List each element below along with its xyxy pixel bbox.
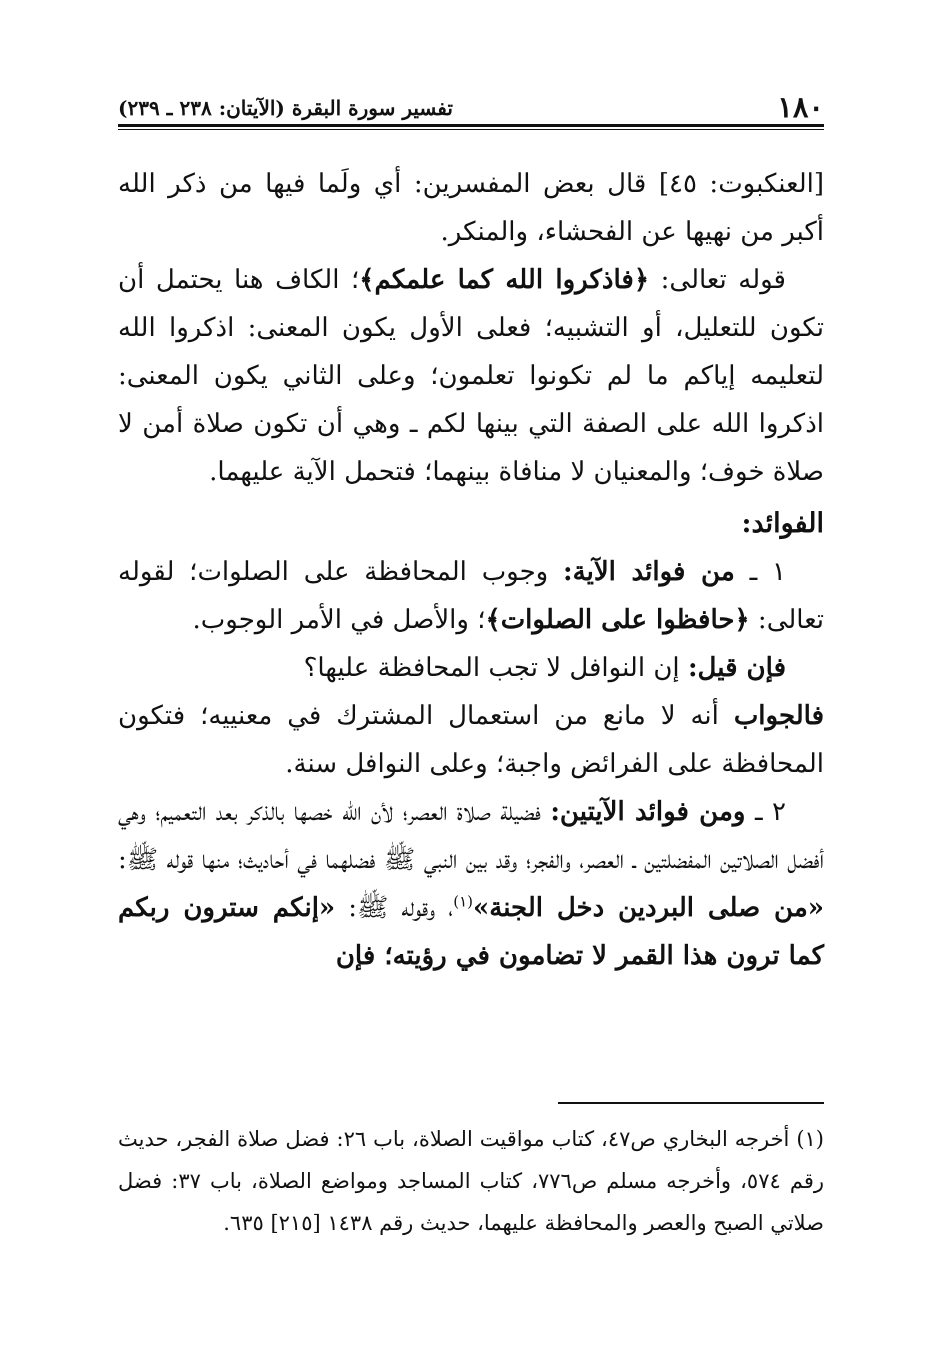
main-text <box>118 160 824 980</box>
quran-quote: ﴿فاذكروا الله كما علمكم﴾ <box>359 265 650 295</box>
question <box>118 644 824 692</box>
item-number: ١ ـ <box>734 557 786 587</box>
paragraph-text: قوله تعالى: <box>649 265 786 295</box>
quran-quote: ﴿حافظوا على الصلوات﴾ <box>485 605 750 635</box>
footnote-separator <box>558 1102 824 1104</box>
paragraph-text: أنه لا مانع من استعمال المشترك في معنييه؛ فتكون المحافظة على الفرائض واجبة؛ وعلى النوافل سنة. <box>118 701 824 779</box>
benefit-item <box>118 548 824 644</box>
question-lead: فإن قيل: <box>687 653 786 683</box>
section-heading: الفوائد: <box>741 508 824 539</box>
paragraph <box>118 160 824 256</box>
hadith-quote: «من صلى البردين دخل الجنة» <box>473 893 825 923</box>
hadith-quote: «إنكم سترون ربكم كما ترون هذا القمر لا تضامون في رؤيته؛ فإن <box>118 893 824 971</box>
benefit-item <box>118 788 824 980</box>
item-number: ٢ ـ <box>745 797 786 827</box>
paragraph-text: ؛ الكاف هنا يحتمل أن تكون للتعليل، أو التشبيه؛ فعلى الأول يكون المعنى: اذكروا الله لتعليمه إياكم ما لم تكونوا تعلمون؛ وعلى الثاني يكون المعنى: اذكروا الله على الصفة التي بينها لكم ـ وهي أن تكون صلاة أمن لا صلاة خوف؛ والمعنيان لا منافاة بينهما؛ فتحمل الآية عليهما. <box>118 265 824 487</box>
header-rule <box>118 124 824 127</box>
paragraph-text: [العنكبوت: ٤٥] قال بعض المفسرين: أي ولَما فيها من ذكر الله أكبر من نهيها عن الفحشاء، والمنكر. <box>118 169 824 247</box>
footnote <box>118 1118 824 1244</box>
footnote-text: (١) أخرجه البخاري ص٤٧، كتاب مواقيت الصلاة، باب ٢٦: فضل صلاة الفجر، حديث رقم ٥٧٤، وأخرجه مسلم ص٧٧٦، كتاب المساجد ومواضع الصلاة، باب ٣٧: فضل صلاتي الصبح والعصر والمحافظة عليهما، حديث رقم ١٤٣٨ [٢١٥] ٦٣٥. <box>118 1127 824 1235</box>
paragraph <box>118 256 824 496</box>
paragraph-text: ؛ والأصل في الأمر الوجوب. <box>192 605 486 635</box>
page-number: ١٨٠ <box>777 90 824 124</box>
paragraph-text: وجوب المحافظة على الصلوات؛ لقوله تعالى: <box>118 557 824 635</box>
answer <box>118 692 824 788</box>
paragraph-text: فضيلة صلاة العصر؛ لأن الله خصها بالذكر بعد التعميم؛ وهي أفضل الصلاتين المفضلتين ـ العصر، والفجر؛ وقد بين النبي ﷺ فضلهما في أحاديث؛ منها قوله ﷺ: <box>118 797 824 875</box>
page-header <box>118 82 824 122</box>
paragraph-text: إن النوافل لا تجب المحافظة عليها؟ <box>303 653 688 683</box>
item-lead: ومن فوائد الآيتين: <box>550 797 746 827</box>
paragraph-text: ، وقوله ﷺ: <box>335 893 454 923</box>
answer-lead: فالجواب <box>733 701 824 731</box>
header-rule-thin <box>118 129 824 130</box>
footnote-reference[interactable]: (١) <box>453 892 473 911</box>
running-title: تفسير سورة البقرة (الآيتان: ٢٣٨ ـ ٢٣٩) <box>118 96 453 120</box>
item-lead: من فوائد الآية: <box>563 557 735 587</box>
